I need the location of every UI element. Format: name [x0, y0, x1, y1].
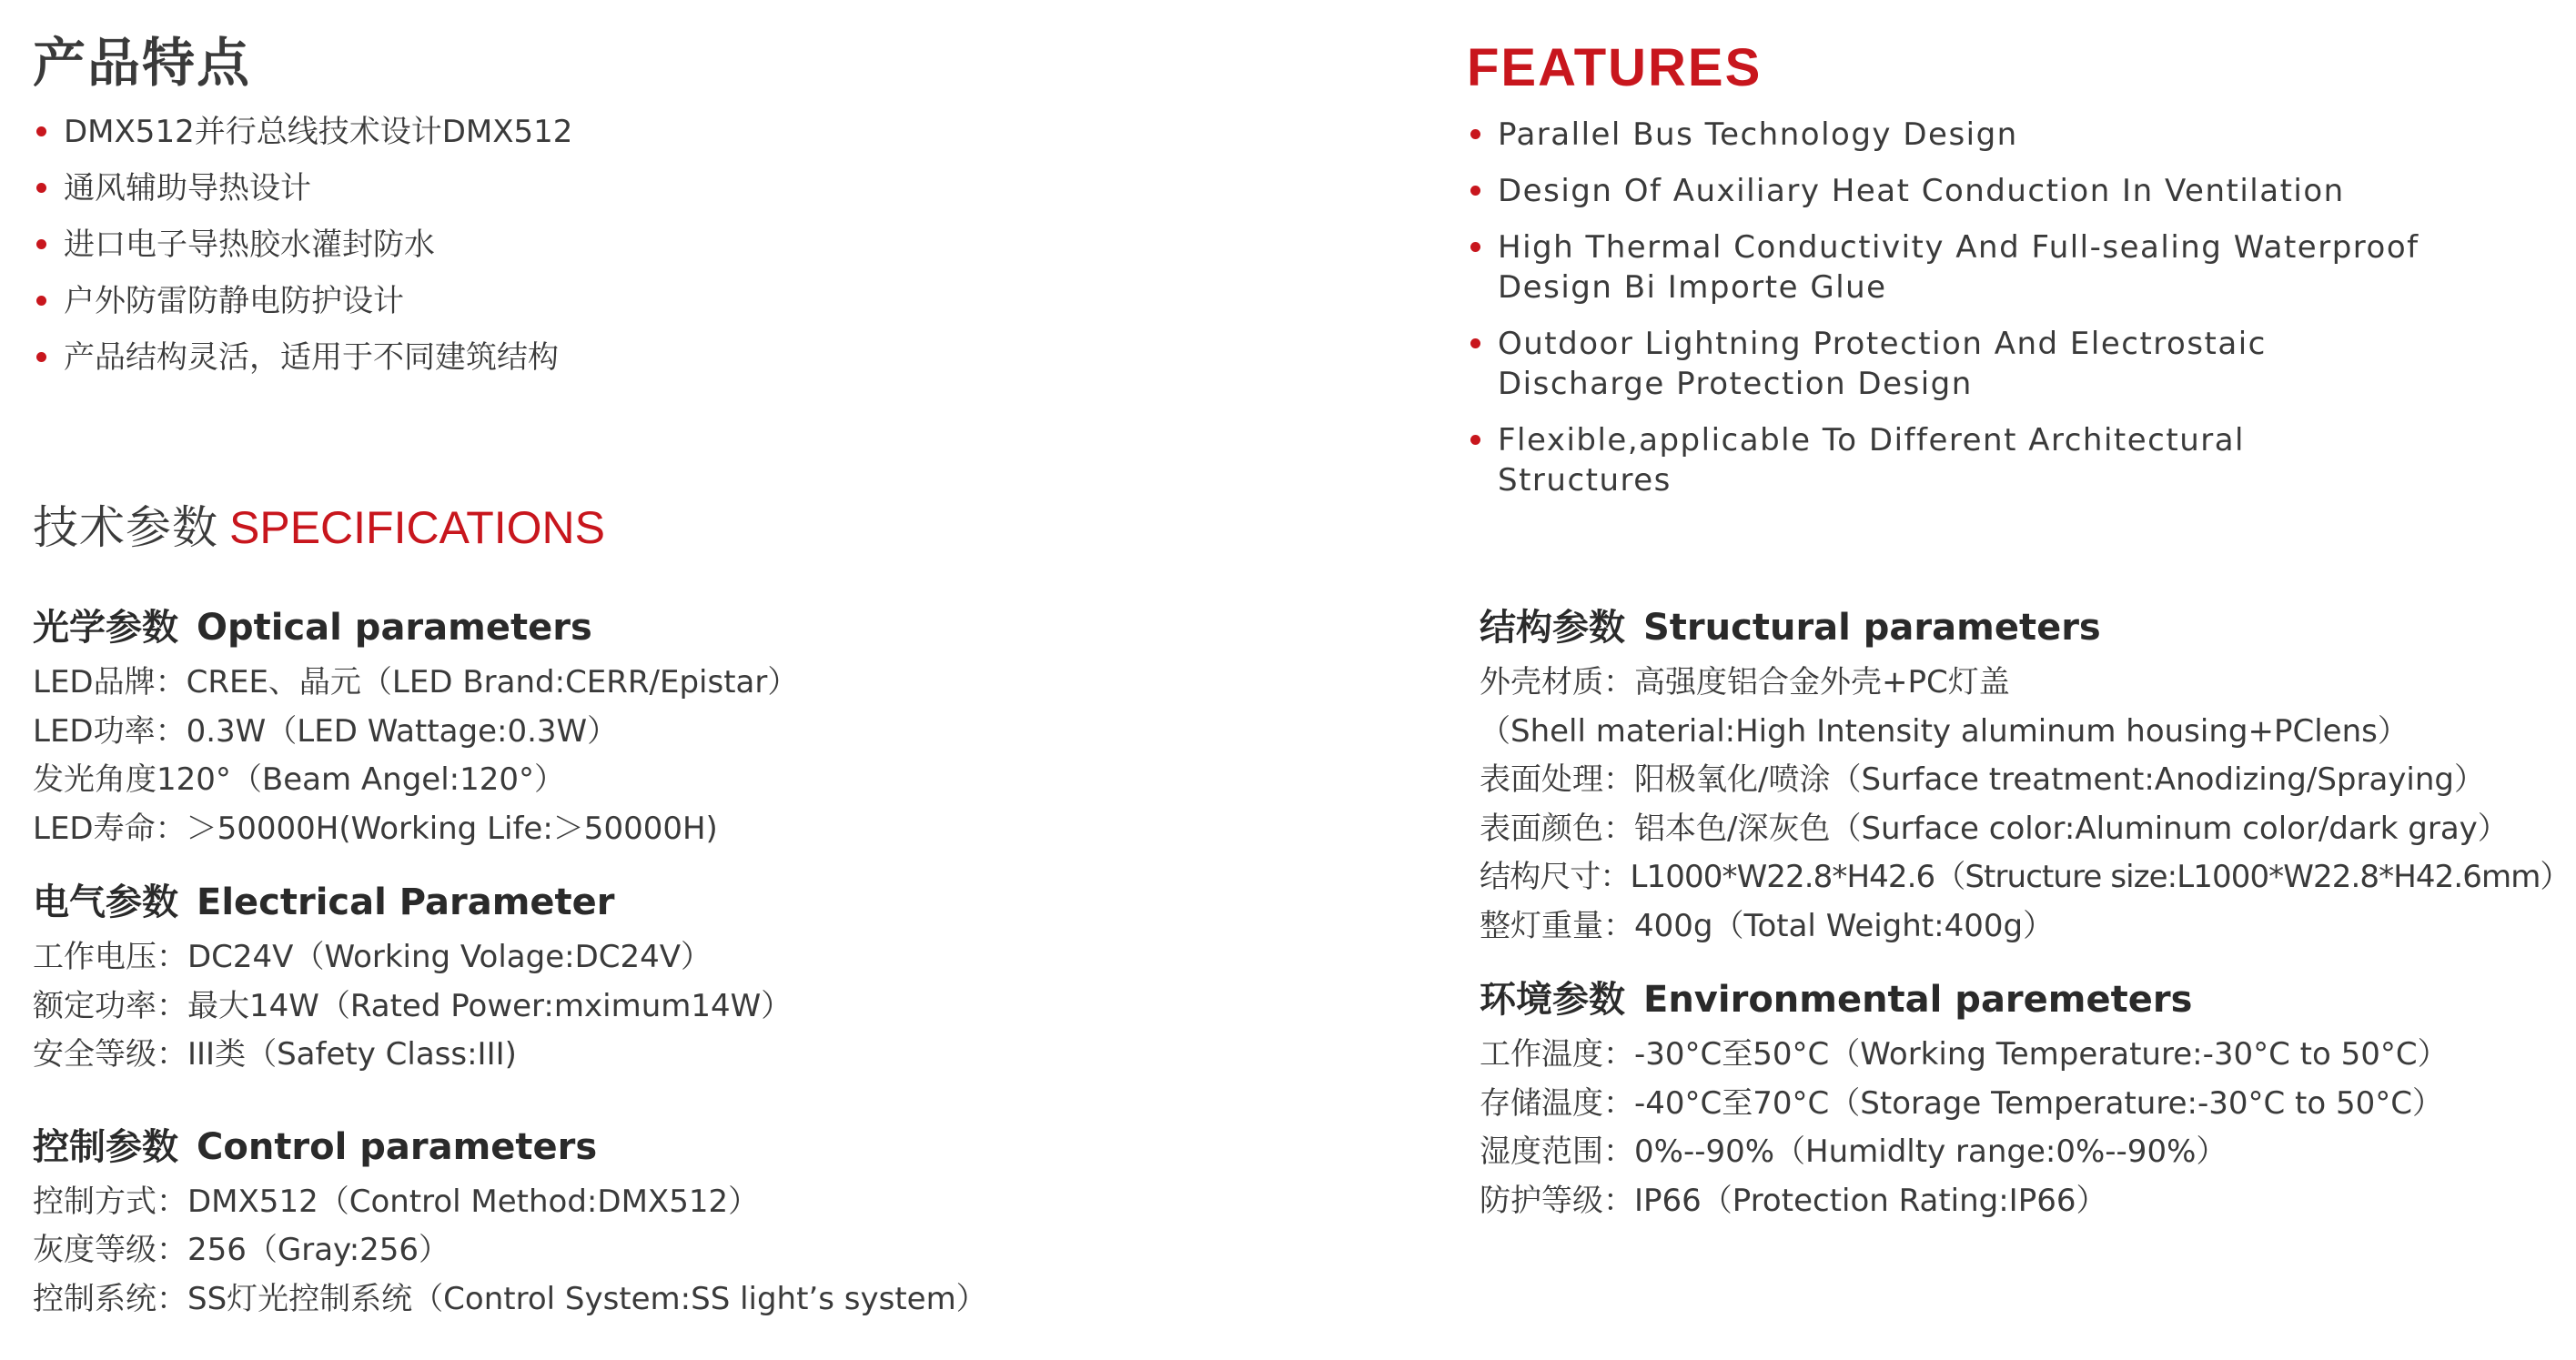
environmental-title: 环境参数 Environmental paremeters: [1480, 979, 2193, 1021]
features-cn-item: 进口电子导热胶水灌封防水: [33, 225, 1307, 265]
features-en-title: FEATURES: [1467, 38, 1763, 97]
features-cn-item: 通风辅助导热设计: [33, 168, 1307, 208]
bullet-dot-icon: [1470, 186, 1480, 196]
bullet-dot-icon: [1470, 242, 1480, 252]
structural-group: [1480, 602, 2571, 951]
control-group: [33, 1122, 1398, 1325]
environmental-line: 湿度范围：0%--90%（Humidlty range:0%--90%）: [1480, 1133, 2227, 1170]
features-cn-list: [33, 112, 1307, 378]
bullet-dot-icon: [1470, 338, 1480, 348]
features-en-item: Flexible,applicable To Different Architectural Structures: [1467, 420, 2422, 500]
features-en-list: [1467, 115, 2422, 500]
features-cn-section: [33, 32, 1307, 394]
optical-line: LED品牌：CREE、晶元（LED Brand:CERR/Epistar）: [33, 664, 799, 700]
optical-group: [33, 602, 1398, 853]
control-line: 控制方式：DMX512（Control Method:DMX512）: [33, 1183, 760, 1220]
features-cn-item: 户外防雷防静电防护设计: [33, 281, 1307, 321]
bullet-dot-icon: [1470, 129, 1480, 139]
structural-line: 表面处理：阳极氧化/喷涂（Surface treatment:Anodizing/Spraying）: [1480, 761, 2485, 798]
features-cn-item: DMX512并行总线技术设计DMX512: [33, 112, 1307, 152]
spec-left-column: [33, 602, 1398, 1324]
bullet-dot-icon: [36, 296, 46, 306]
electrical-line: 工作电压：DC24V（Working Volage:DC24V）: [33, 939, 712, 975]
structural-title: 结构参数 Structural parameters: [1480, 607, 2101, 649]
environmental-line: 存储温度：-40°C至70°C（Storage Temperature:-30°C to 50°C）: [1480, 1084, 2443, 1122]
features-en-item: Design Of Auxiliary Heat Conduction In Ventilation: [1467, 171, 2422, 211]
specifications-title-en: SPECIFICATIONS: [229, 502, 606, 553]
optical-line: LED寿命：＞50000H(Working Life:＞50000H): [33, 810, 718, 847]
bullet-dot-icon: [36, 352, 46, 362]
structural-line: （Shell material:High Intensity aluminum housing+PClens）: [1480, 712, 2409, 750]
features-en-section: [1467, 38, 2422, 517]
electrical-title: 电气参数 Electrical Parameter: [33, 881, 615, 923]
optical-line: 发光角度120°（Beam Angel:120°）: [33, 761, 566, 798]
features-en-item: High Thermal Conductivity And Full-sealing Waterproof Design Bi Importe Glue: [1467, 227, 2422, 307]
bullet-dot-icon: [36, 183, 46, 193]
structural-line: 外壳材质：高强度铝合金外壳+PC灯盖: [1480, 664, 2010, 700]
electrical-line: 额定功率：最大14W（Rated Power:mximum14W）: [33, 987, 793, 1024]
electrical-group: [33, 877, 1398, 1080]
control-line: 灰度等级：256（Gray:256）: [33, 1232, 450, 1268]
control-line: 控制系统：SS灯光控制系统（Control System:SS light’s system）: [33, 1280, 987, 1317]
bullet-dot-icon: [36, 126, 46, 136]
structural-line: 表面颜色：铝本色/深灰色（Surface color:Aluminum color/dark gray）: [1480, 810, 2509, 847]
features-en-item: Parallel Bus Technology Design: [1467, 115, 2422, 155]
environmental-group: [1480, 974, 2562, 1225]
features-cn-item: 产品结构灵活，适用于不同建筑结构: [33, 337, 1307, 378]
structural-line: 结构尺寸：L1000*W22.8*H42.6（Structure size:L1000*W22.8*H42.6mm）: [1480, 859, 2571, 895]
features-cn-title: 产品特点: [33, 32, 252, 94]
environmental-line: 工作温度：-30°C至50°C（Working Temperature:-30°C to 50°C）: [1480, 1036, 2449, 1073]
environmental-line: 防护等级：IP66（Protection Rating:IP66）: [1480, 1182, 2107, 1219]
spec-right-column: [1480, 602, 2571, 1225]
control-title: 控制参数 Control parameters: [33, 1125, 598, 1168]
electrical-line: 安全等级：III类（Safety Class:III): [33, 1036, 517, 1073]
specifications-heading: [33, 501, 606, 554]
bullet-dot-icon: [1470, 435, 1480, 445]
structural-line: 整灯重量：400g（Total Weight:400g）: [1480, 907, 2055, 944]
features-en-item: Outdoor Lightning Protection And Electrostaic Discharge Protection Design: [1467, 324, 2422, 404]
optical-title: 光学参数 Optical parameters: [33, 607, 592, 649]
specifications-title-cn: 技术参数: [33, 501, 218, 554]
optical-line: LED功率：0.3W（LED Wattage:0.3W）: [33, 712, 619, 750]
bullet-dot-icon: [36, 239, 46, 249]
